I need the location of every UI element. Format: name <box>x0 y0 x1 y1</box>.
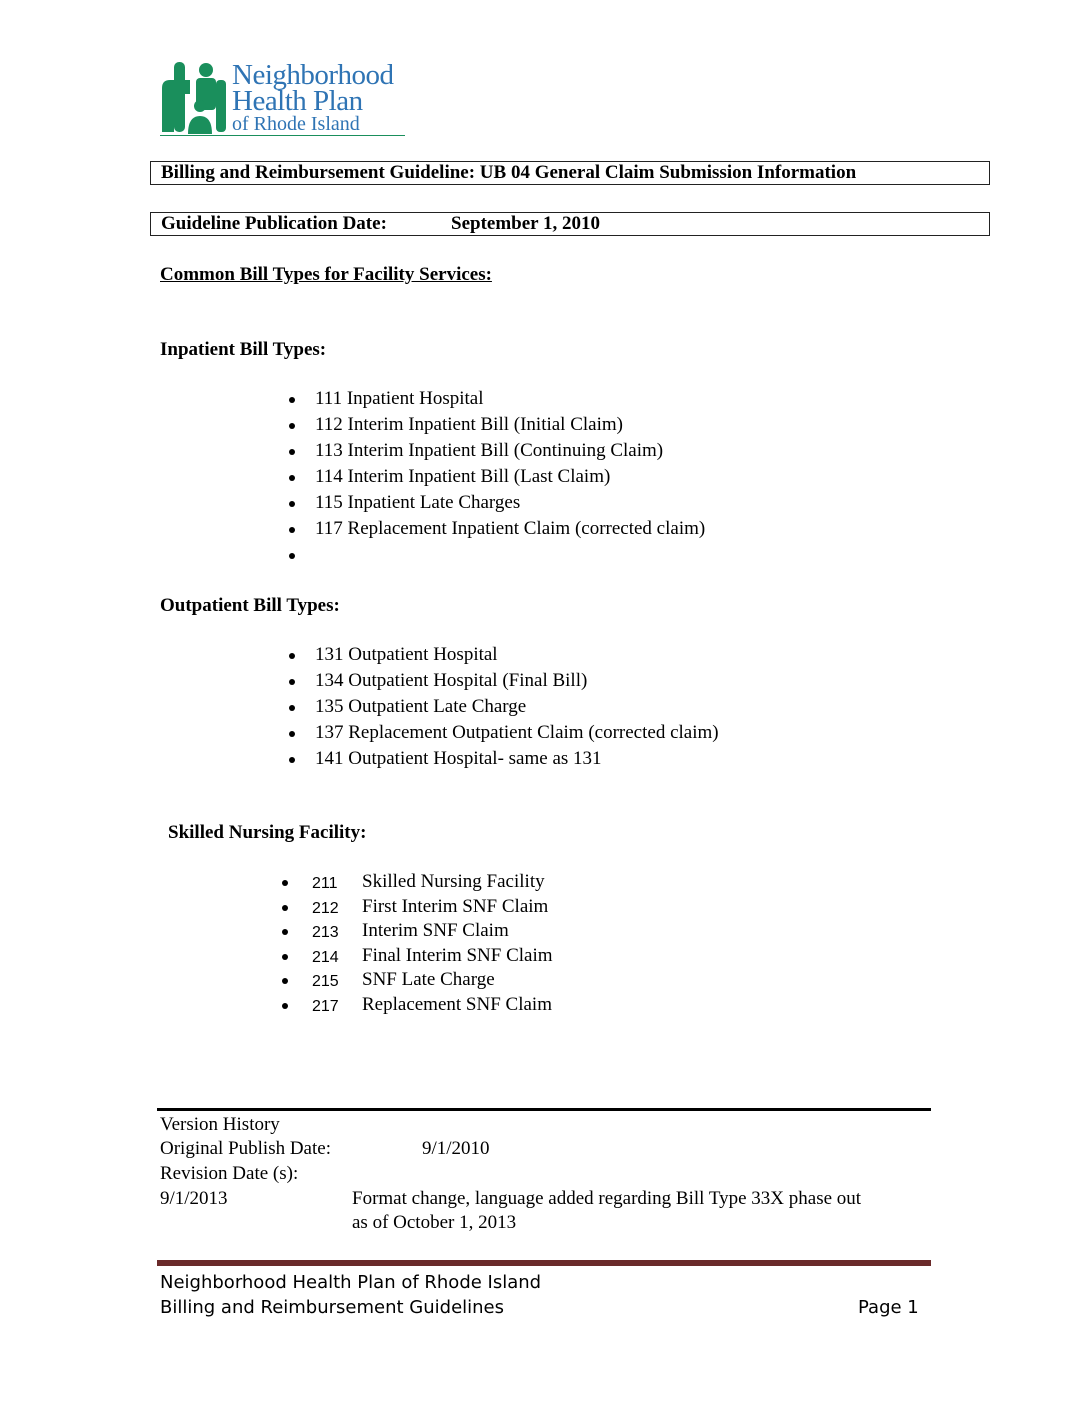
list-item: 135 Outpatient Late Charge <box>285 694 719 720</box>
publication-date-box <box>150 212 990 236</box>
footer-page-number: Page 1 <box>858 1297 919 1318</box>
list-item <box>282 895 682 920</box>
list-item: 131 Outpatient Hospital <box>285 642 719 668</box>
snf-code: 213 <box>312 924 339 941</box>
list-item: 111 Inpatient Hospital <box>285 386 705 412</box>
outpatient-list <box>285 642 719 772</box>
revision-note-line-2: as of October 1, 2013 <box>352 1212 517 1233</box>
list-item: 114 Interim Inpatient Bill (Last Claim) <box>285 464 705 490</box>
version-history-title: Version History <box>160 1114 280 1135</box>
logo-line-1: Neighborhood <box>232 59 394 91</box>
guideline-title-box <box>150 161 990 185</box>
family-figures-icon <box>160 60 232 136</box>
inpatient-list <box>285 386 705 568</box>
list-item: 134 Outpatient Hospital (Final Bill) <box>285 668 719 694</box>
logo-underline <box>160 135 405 136</box>
list-item <box>282 944 682 969</box>
snf-desc: SNF Late Charge <box>362 969 495 990</box>
list-item <box>282 993 682 1018</box>
list-item <box>282 919 682 944</box>
snf-desc: First Interim SNF Claim <box>362 895 549 917</box>
footer-doc-name: Billing and Reimbursement Guidelines <box>160 1297 505 1318</box>
revision-date-label: Revision Date (s): <box>160 1163 299 1184</box>
footer-org-name: Neighborhood Health Plan of Rhode Island <box>160 1272 542 1293</box>
list-item: 141 Outpatient Hospital- same as 131 <box>285 746 719 772</box>
list-item-empty <box>285 542 705 568</box>
list-item <box>282 870 682 895</box>
list-item: 112 Interim Inpatient Bill (Initial Claim) <box>285 412 705 438</box>
snf-desc: Interim SNF Claim <box>362 920 509 941</box>
original-publish-label: Original Publish Date: <box>160 1138 331 1159</box>
snf-desc: Final Interim SNF Claim <box>362 944 553 966</box>
snf-desc: Skilled Nursing Facility <box>362 871 545 892</box>
snf-code: 211 <box>312 875 338 892</box>
inpatient-heading: Inpatient Bill Types: <box>160 339 327 360</box>
list-item: 117 Replacement Inpatient Claim (corrected claim) <box>285 516 705 542</box>
list-item: 115 Inpatient Late Charges <box>285 490 705 516</box>
version-history-top-rule <box>157 1108 931 1111</box>
company-logo <box>160 60 410 140</box>
snf-code: 215 <box>312 973 339 990</box>
snf-list <box>282 870 682 1017</box>
publication-date-label: Guideline Publication Date: <box>161 213 387 234</box>
snf-code: 212 <box>312 899 339 917</box>
logo-line-3: of Rhode Island <box>232 113 360 135</box>
list-item: 137 Replacement Outpatient Claim (corrected claim) <box>285 720 719 746</box>
list-item: 113 Interim Inpatient Bill (Continuing Claim) <box>285 438 705 464</box>
snf-heading: Skilled Nursing Facility: <box>168 822 367 843</box>
common-bill-types-heading: Common Bill Types for Facility Services: <box>160 264 492 285</box>
revision-date: 9/1/2013 <box>160 1188 228 1209</box>
outpatient-heading: Outpatient Bill Types: <box>160 595 340 616</box>
footer-divider <box>157 1260 931 1266</box>
snf-code: 214 <box>312 948 339 966</box>
revision-note-line-1: Format change, language added regarding Bill Type 33X phase out <box>352 1188 862 1209</box>
logo-line-2: Health Plan <box>232 85 363 117</box>
list-item <box>282 968 682 993</box>
logo-text <box>232 59 394 135</box>
publication-date-value: September 1, 2010 <box>451 213 600 234</box>
snf-code: 217 <box>312 997 339 1015</box>
original-publish-date: 9/1/2010 <box>422 1138 490 1159</box>
guideline-title: Billing and Reimbursement Guideline: UB 04 General Claim Submission Information <box>161 162 857 183</box>
snf-desc: Replacement SNF Claim <box>362 993 552 1015</box>
